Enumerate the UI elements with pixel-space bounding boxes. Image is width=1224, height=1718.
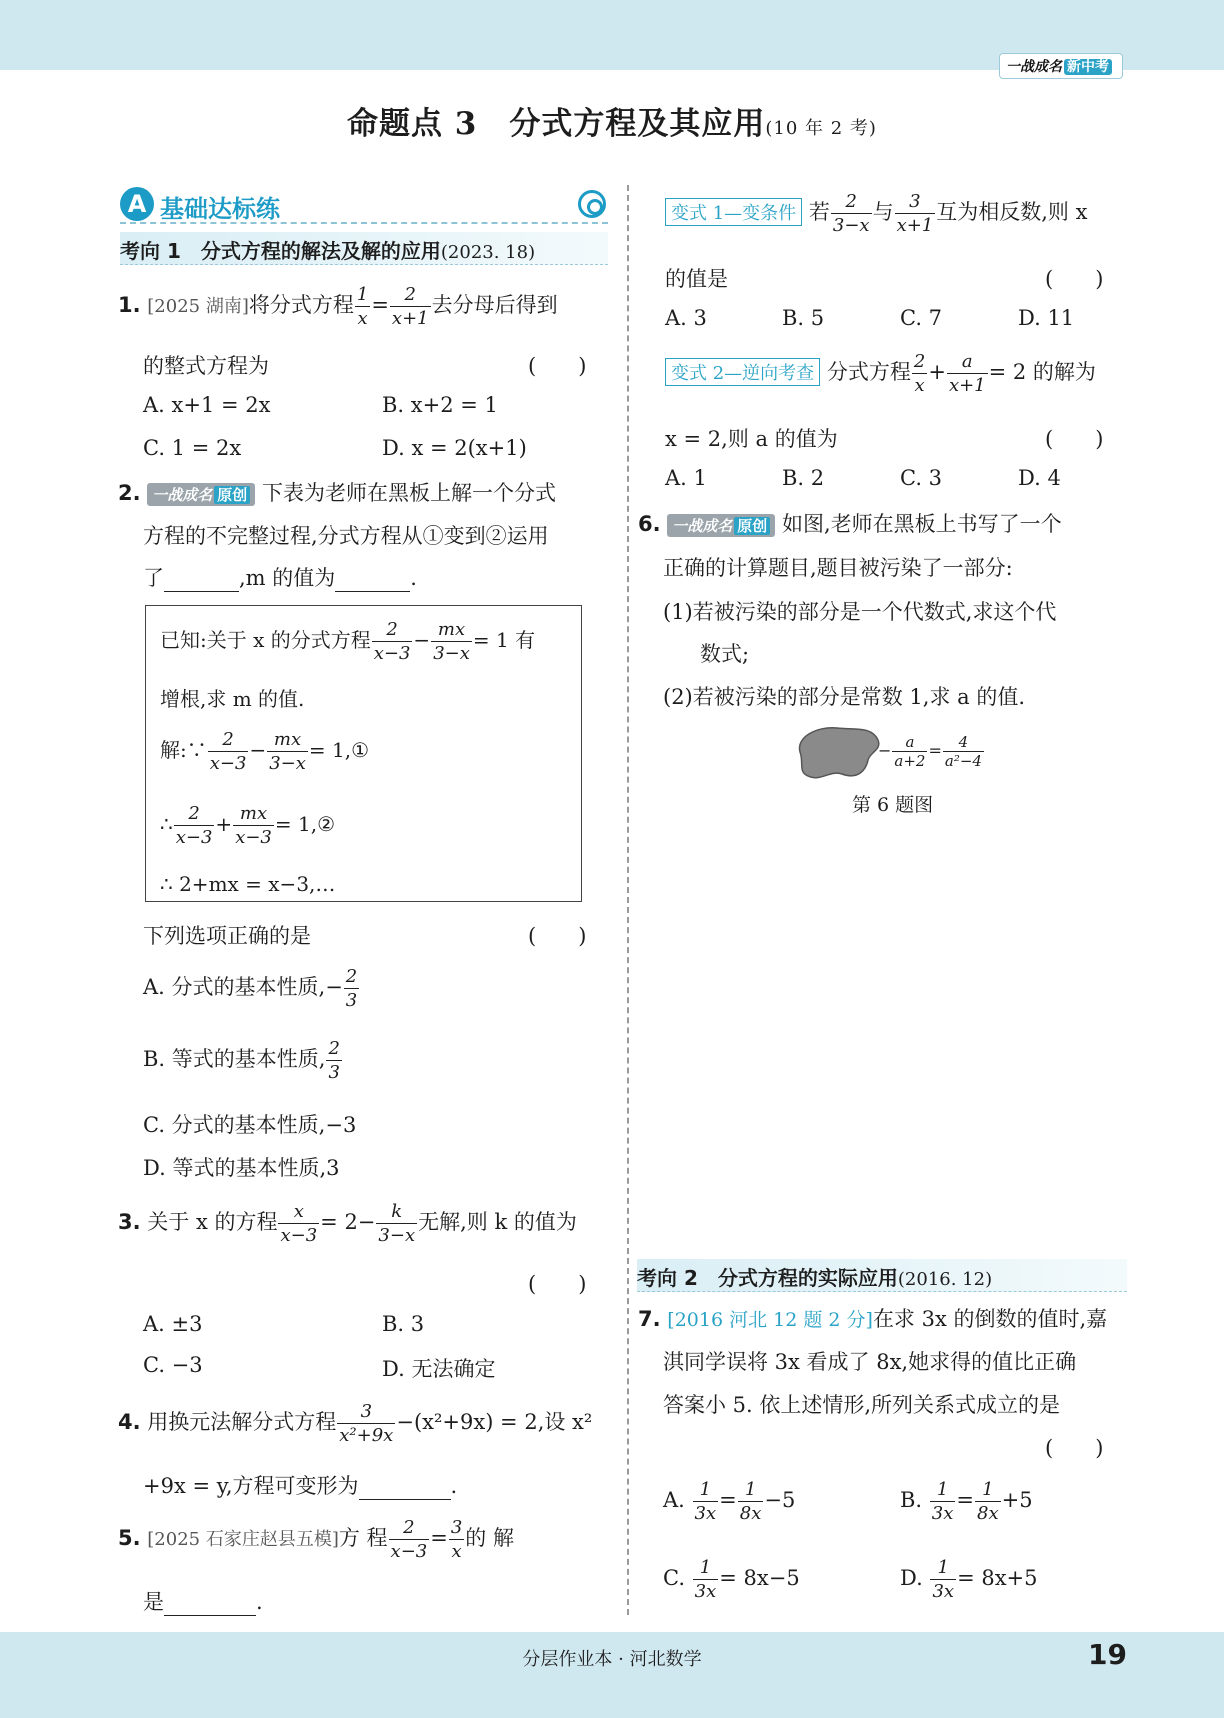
- q5-line2: [143, 1586, 263, 1616]
- q5-frac1: $\frac{2}{x-3}$: [390, 1517, 428, 1562]
- q3-frac2: $\frac{k}{3-x}$: [378, 1201, 416, 1246]
- q6-stain-blob: [792, 722, 882, 784]
- q3-number: 3.: [118, 1210, 141, 1234]
- q2-badge-tag: 原创: [214, 486, 250, 504]
- section-a-title: 基础达标练: [160, 195, 280, 223]
- q2-stem1-text: 下表为老师在黑板上解一个分式: [262, 481, 556, 505]
- q3-stem-a: 关于 x 的方程: [147, 1210, 278, 1234]
- q2-option-b-frac: $\frac{2}{3}$: [328, 1038, 340, 1083]
- page-number: 19: [1088, 1638, 1127, 1671]
- q7-a-frac2: $\frac{1}{8x}$: [739, 1479, 762, 1524]
- q3-frac1: $\frac{x}{x-3}$: [280, 1201, 318, 1246]
- var2-stem-a: 分式方程: [826, 360, 911, 384]
- var1-frac1: $\frac{2}{3-x}$: [832, 191, 870, 236]
- q4-blank: [359, 1499, 451, 1500]
- var2-option-b: B. 2: [782, 466, 825, 490]
- q2-stem3b: ,m 的值为: [239, 566, 336, 590]
- q5-stem: [118, 1516, 514, 1563]
- q7-option-a-tail: −5: [764, 1488, 796, 1512]
- brand-name: 一战成名: [1006, 59, 1062, 75]
- q6-sub1a: (1)若被污染的部分是一个代数式,求这个代: [663, 600, 1057, 624]
- q7-stem2: 淇同学误将 3x 看成了 8x,她求得的值比正确: [663, 1350, 1077, 1374]
- var2-option-a: A. 1: [665, 466, 707, 490]
- kaoxiang-2: [637, 1259, 1127, 1292]
- var2-line2: x = 2,则 a 的值为: [665, 427, 838, 451]
- q2-box-line4: ∴ $\frac{2}{x-3}$ + $\frac{mx}{x-3}$ = 1,②: [160, 803, 336, 848]
- q5-stem-b: =: [430, 1526, 448, 1550]
- q2-box-line1b: = 1 有: [472, 628, 536, 652]
- q2-option-a-text: A. 分式的基本性质,−: [143, 975, 343, 999]
- q5-source: [2025 石家庄赵县五模]: [147, 1529, 339, 1550]
- q6-badge-tag: 原创: [734, 517, 770, 535]
- q5-line2b: .: [256, 1590, 263, 1614]
- brand-tag: 新中考: [1064, 59, 1112, 75]
- q2-option-a-frac: $\frac{2}{3}$: [345, 966, 358, 1011]
- var2-stem-b: = 2 的解为: [988, 360, 1096, 384]
- q7-b-frac2: $\frac{1}{8x}$: [977, 1479, 999, 1524]
- q5-line2a: 是: [143, 1590, 164, 1614]
- q2-badge-text: 一战成名: [152, 486, 213, 504]
- q1-option-b: B. x+2 = 1: [382, 393, 498, 417]
- q5-frac2: $\frac{3}{x}$: [450, 1517, 463, 1562]
- q7-option-d: D. $\frac{1}{3x}$ = 8x+5: [900, 1557, 1038, 1602]
- kaoxiang-1-label: 考向 1 分式方程的解法及解的应用: [120, 239, 441, 263]
- var2-frac2: $\frac{a}{x+1}$: [948, 351, 986, 396]
- q7-option-c-tail: = 8x−5: [719, 1566, 800, 1590]
- var1-frac2: $\frac{3}{x+1}$: [896, 191, 934, 236]
- q4-line2: [143, 1470, 457, 1500]
- q7-stem1: [638, 1303, 1107, 1333]
- q4-stem-a: 用换元法解分式方程: [147, 1410, 337, 1434]
- q6-original-badge: [667, 514, 775, 537]
- footer-text: 分层作业本 · 河北数学: [522, 1649, 702, 1670]
- q4-frac: $\frac{3}{\text{x²+9x}}$: [339, 1401, 394, 1446]
- var2-frac1: $\frac{2}{x}$: [913, 351, 926, 396]
- var1-option-c: C. 7: [900, 306, 943, 330]
- q5-number: 5.: [118, 1526, 141, 1550]
- var1-option-a: A. 3: [665, 306, 707, 330]
- q2-box-frac5: $\frac{2}{x-3}$: [175, 803, 213, 848]
- q2-box-frac2: $\frac{mx}{3-x}$: [433, 619, 470, 664]
- q2-option-b-text: B. 等式的基本性质,: [143, 1047, 326, 1071]
- q7-d-frac: $\frac{1}{3x}$: [932, 1557, 955, 1602]
- q2-stem3c: .: [410, 566, 417, 590]
- q5-blank: [164, 1615, 256, 1616]
- q6-stem1-text: 如图,老师在黑板上书写了一个: [782, 512, 1062, 536]
- q7-option-b: B. $\frac{1}{3x}$ = $\frac{1}{8x}$ +5: [900, 1479, 1033, 1524]
- q2-answer-paren: ( ): [528, 924, 587, 948]
- q4-stem-b: −(x²+9x) = 2,设 x²: [396, 1410, 593, 1434]
- q6-sub1b: 数式;: [700, 642, 750, 666]
- q1-option-c: C. 1 = 2x: [143, 436, 242, 460]
- q4-number: 4.: [118, 1410, 141, 1434]
- q2-box-line4b: = 1,②: [274, 812, 336, 836]
- q3-option-d: D. 无法确定: [382, 1357, 496, 1381]
- q7-option-d-tail: = 8x+5: [957, 1566, 1038, 1590]
- q2-box-line4a: ∴: [160, 812, 173, 836]
- q4-line2a: +9x = y,方程可变形为: [143, 1474, 359, 1498]
- q1-stem-b: 去分母后得到: [431, 293, 558, 317]
- q7-stem1-text: 在求 3x 的倒数的值时,嘉: [872, 1307, 1108, 1331]
- q1-line2: 的整式方程为: [143, 354, 269, 378]
- q7-option-a: A. $\frac{1}{3x}$ = $\frac{1}{8x}$ −5: [663, 1479, 796, 1524]
- q1-answer-paren: ( ): [528, 354, 587, 378]
- q2-box-line3: 解:∵ $\frac{2}{x-3}$ − $\frac{mx}{3-x}$ = 1,①: [160, 729, 370, 774]
- q2-box-line5: ∴ 2+mx = x−3,…: [160, 872, 336, 896]
- q3-stem-c: 无解,则 k 的值为: [418, 1210, 577, 1234]
- q4-stem: [118, 1400, 592, 1447]
- q1-number: 1.: [118, 293, 141, 317]
- q6-sub2: (2)若被污染的部分是常数 1,求 a 的值.: [663, 685, 1026, 709]
- var1-option-d: D. 11: [1018, 306, 1075, 330]
- var1-stem-b: 与: [872, 200, 894, 224]
- kaoxiang-1: [120, 232, 608, 265]
- q7-option-c: C. $\frac{1}{3x}$ = 8x−5: [663, 1557, 800, 1602]
- q7-a-frac1: $\frac{1}{3x}$: [694, 1479, 717, 1524]
- target-icon: [578, 190, 606, 218]
- q7-stem3: 答案小 5. 依上述情形,所列关系式成立的是: [663, 1393, 1061, 1417]
- q3-answer-paren: ( ): [528, 1272, 587, 1296]
- title-sub: (10 年 2 考): [765, 118, 877, 139]
- q2-blank-1: [164, 591, 239, 592]
- q1-option-d: D. x = 2(x+1): [382, 436, 527, 460]
- brand-logo: [999, 53, 1123, 79]
- q2-box-frac3: $\frac{2}{x-3}$: [209, 729, 247, 774]
- q2-stem1: [118, 477, 556, 507]
- q2-box-frac1: $\frac{2}{x-3}$: [373, 619, 411, 664]
- q6-badge-text: 一战成名: [672, 517, 733, 535]
- q6-fig-frac1: $\frac{a}{a+2}$: [894, 733, 926, 770]
- q1-option-a: A. x+1 = 2x: [143, 393, 271, 417]
- q6-fig-frac2: $\frac{4}{\text{a²−4}}$: [944, 733, 982, 770]
- q2-box-line3b: = 1,①: [308, 738, 370, 762]
- q7-number: 7.: [638, 1307, 661, 1331]
- kaoxiang-1-year: (2023. 18): [440, 242, 536, 263]
- q6-figure-caption: 第 6 题图: [852, 794, 934, 816]
- q1-frac-right: $\frac{2}{x+1}$: [391, 284, 429, 329]
- q2-box-line2: 增根,求 m 的值.: [160, 687, 305, 711]
- q2-option-c: C. 分式的基本性质,−3: [143, 1113, 357, 1137]
- q2-stem2: 方程的不完整过程,分式方程从①变到②运用: [143, 524, 549, 548]
- q4-line2b: .: [450, 1474, 458, 1498]
- q6-stem2: 正确的计算题目,题目被污染了一部分:: [663, 556, 1013, 580]
- q6-number: 6.: [638, 512, 661, 536]
- q2-stem3: [143, 562, 417, 592]
- q2-box-line1: 已知:关于 x 的分式方程 $\frac{2}{x-3}$ − $\frac{mx}{3-x}$ = 1 有: [160, 619, 536, 664]
- q6-figure-equation: − $\frac{a}{a+2}$ = $\frac{4}{\text{a²−4}}$: [878, 733, 982, 770]
- var2-option-c: C. 3: [900, 466, 943, 490]
- var1-stem: [665, 190, 1087, 237]
- var1-line2: 的值是: [665, 267, 728, 291]
- q3-stem: [118, 1200, 577, 1247]
- q2-box-line1a: 已知:关于 x 的分式方程: [160, 628, 371, 652]
- q3-stem-b: = 2−: [320, 1210, 376, 1234]
- q1-frac-left: $\frac{1}{x}$: [356, 284, 369, 329]
- q2-ask: 下列选项正确的是: [143, 924, 311, 948]
- q2-box-frac4: $\frac{mx}{3-x}$: [269, 729, 306, 774]
- q2-option-a: [143, 965, 360, 1012]
- page-title: [0, 98, 1224, 143]
- q6-stem1: [638, 508, 1062, 538]
- q7-c-frac: $\frac{1}{3x}$: [694, 1557, 717, 1602]
- q7-answer-paren: ( ): [1045, 1436, 1104, 1460]
- q2-option-b: [143, 1037, 343, 1084]
- var2-answer-paren: ( ): [1045, 427, 1104, 451]
- var1-tag: 变式 1—变条件: [665, 198, 802, 226]
- q2-box-line3a: 解:∵: [160, 738, 207, 762]
- q7-option-b-tail: +5: [1001, 1488, 1033, 1512]
- var1-stem-c: 互为相反数,则 x: [936, 200, 1088, 224]
- column-divider: [627, 185, 629, 1615]
- q7-source: [2016 河北 12 题 2 分]: [667, 1309, 873, 1331]
- var1-answer-paren: ( ): [1045, 267, 1104, 291]
- q7-b-frac1: $\frac{1}{3x}$: [931, 1479, 954, 1524]
- q2-number: 2.: [118, 481, 141, 505]
- q2-original-badge: [147, 483, 255, 506]
- q2-stem3a: 了: [143, 566, 164, 590]
- q1-stem-a: 将分式方程: [248, 293, 354, 317]
- q3-option-a: A. ±3: [143, 1312, 203, 1336]
- kaoxiang-2-label: 考向 2 分式方程的实际应用: [637, 1266, 898, 1290]
- q1-source: [2025 湖南]: [147, 296, 249, 317]
- q2-box-frac6: $\frac{mx}{x-3}$: [235, 803, 272, 848]
- q5-stem-c: 的 解: [465, 1526, 514, 1550]
- q3-option-c: C. −3: [143, 1353, 203, 1377]
- kaoxiang-2-year: (2016. 12): [897, 1269, 993, 1290]
- q1-stem: 1. [2025 湖南]将分式方程 $\frac{1}{x}$ = $\frac{2}{x+1}$ 去分母后得到: [118, 284, 558, 329]
- var1-option-b: B. 5: [782, 306, 825, 330]
- var1-stem-a: 若: [808, 200, 830, 224]
- var2-stem: 变式 2—逆向考查 分式方程 $\frac{2}{x}$ + $\frac{a}{x+1}$ = 2 的解为: [665, 350, 1096, 397]
- q3-option-b: B. 3: [382, 1312, 425, 1336]
- var2-option-d: D. 4: [1018, 466, 1061, 490]
- q2-blank-2: [335, 591, 410, 592]
- section-a-badge: A: [120, 187, 154, 221]
- var2-tag: 变式 2—逆向考查: [665, 358, 820, 386]
- q2-option-d: D. 等式的基本性质,3: [143, 1156, 340, 1180]
- title-text: 命题点 3 分式方程及其应用: [347, 106, 766, 142]
- q5-stem-a: 方 程: [338, 1526, 388, 1550]
